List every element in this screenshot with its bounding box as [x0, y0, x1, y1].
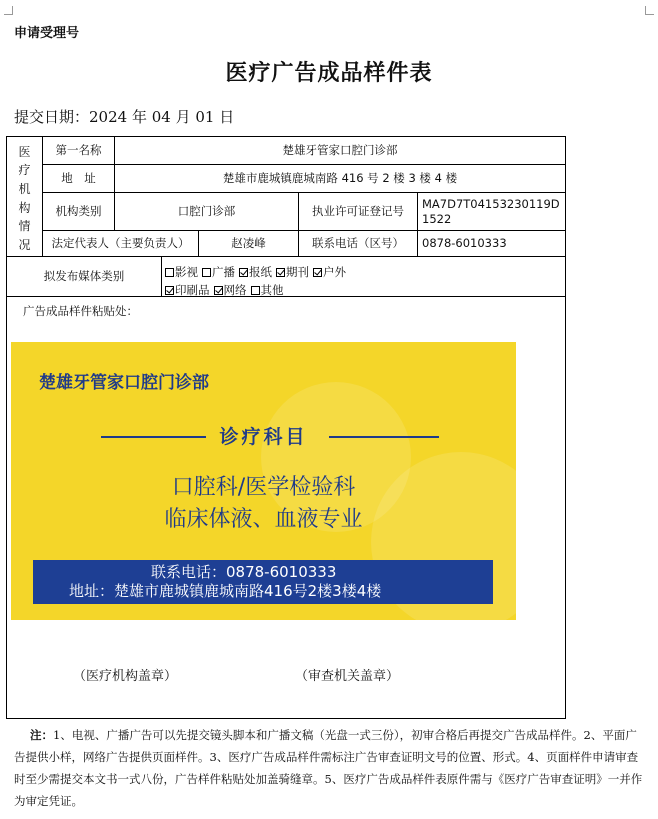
institution-side-label	[7, 137, 43, 257]
ad-clinic-name: 楚雄牙管家口腔门诊部	[39, 373, 209, 393]
media-option[interactable]	[251, 281, 284, 299]
media-option-label: 户外	[323, 265, 346, 279]
media-option[interactable]	[239, 263, 272, 281]
address-value: 楚雄市鹿城镇鹿城南路 416 号 2 楼 3 楼 4 楼	[115, 165, 566, 193]
corner-mark-right	[645, 6, 654, 15]
media-option-label: 印刷品	[175, 283, 210, 297]
media-option[interactable]	[202, 263, 235, 281]
checked-box-icon[interactable]	[165, 286, 174, 295]
phone-value: 0878-6010333	[418, 231, 566, 257]
org-type-label: 机构类别	[43, 193, 115, 231]
checked-box-icon[interactable]	[276, 268, 285, 277]
media-option[interactable]	[313, 263, 346, 281]
legal-rep-value: 赵凌峰	[199, 231, 299, 257]
ad-sample-image	[11, 342, 516, 620]
media-row	[165, 281, 565, 299]
media-row	[165, 263, 565, 281]
license-value: MA7D7T04153230119D1522	[418, 193, 566, 231]
ad-services-line2: 临床体液、血液专业	[164, 507, 363, 532]
first-name-value: 楚雄牙管家口腔门诊部	[115, 137, 566, 165]
unchecked-box-icon[interactable]	[251, 286, 260, 295]
media-option[interactable]	[276, 263, 309, 281]
unchecked-box-icon[interactable]	[165, 268, 174, 277]
checked-box-icon[interactable]	[239, 268, 248, 277]
media-option[interactable]	[165, 281, 210, 299]
side-label-char: 医	[18, 144, 31, 159]
unchecked-box-icon[interactable]	[202, 268, 211, 277]
media-option-label: 报纸	[249, 265, 272, 279]
application-number-label: 申请受理号	[14, 26, 80, 41]
media-option-label: 期刊	[286, 265, 309, 279]
notes	[14, 724, 646, 812]
corner-mark-left	[4, 6, 13, 15]
media-option-label: 影视	[175, 265, 198, 279]
page-title: 医疗广告成品样件表	[225, 60, 433, 86]
ad-dept-title: 诊疗科目	[219, 426, 308, 448]
legal-rep-label: 法定代表人（主要负责人）	[43, 231, 199, 257]
checked-box-icon[interactable]	[313, 268, 322, 277]
media-options	[165, 263, 565, 299]
side-label-char: 况	[18, 237, 31, 252]
ad-address: 地址：楚雄市鹿城镇鹿城南路416号2楼3楼4楼	[69, 582, 382, 600]
submit-date: 提交日期：2024 年 04 月 01 日	[14, 108, 235, 126]
license-label: 执业许可证登记号	[299, 193, 418, 231]
media-option-label: 其他	[260, 283, 284, 297]
media-label: 拟发布媒体类别	[7, 257, 162, 297]
media-option-label: 广播	[212, 265, 235, 279]
first-name-label: 第一名称	[43, 137, 115, 165]
media-option[interactable]	[214, 281, 247, 299]
ad-services-line1: 口腔科/医学检验科	[171, 475, 356, 500]
notes-text: 1、电视、广播广告可以先提交镜头脚本和广播文稿（光盘一式三份），初审合格后再提交广告成品样件。2、平面广告提供小样，网络广告提供页面样件。3、医疗广告成品样件需标注广告审查证明文号的位置、形式。4、页面样件申请审查时至少需提交本文书一式八份，广告样件粘贴处加盖骑缝章。5、医疗广告成品样件表原件需与《医疗广告审查证明》一并作为审定凭证。	[14, 728, 643, 808]
checked-box-icon[interactable]	[214, 286, 223, 295]
org-type-value: 口腔门诊部	[115, 193, 299, 231]
side-label-char: 情	[18, 219, 31, 234]
medical-institution-seal: （医疗机构盖章）	[73, 669, 178, 684]
address-label: 地 址	[43, 165, 115, 193]
side-label-char: 疗	[18, 163, 31, 178]
side-label-char: 构	[18, 200, 31, 215]
paste-area-label: 广告成品样件粘贴处：	[23, 304, 138, 318]
ad-phone: 联系电话：0878-6010333	[151, 563, 337, 581]
side-label-char: 机	[18, 181, 31, 196]
sample-form	[6, 136, 566, 719]
media-option-label: 网络	[223, 283, 247, 297]
media-option[interactable]	[165, 263, 198, 281]
review-authority-seal: （审查机关盖章）	[295, 669, 400, 684]
notes-prefix: 注：	[30, 728, 53, 742]
phone-label: 联系电话（区号）	[299, 231, 418, 257]
